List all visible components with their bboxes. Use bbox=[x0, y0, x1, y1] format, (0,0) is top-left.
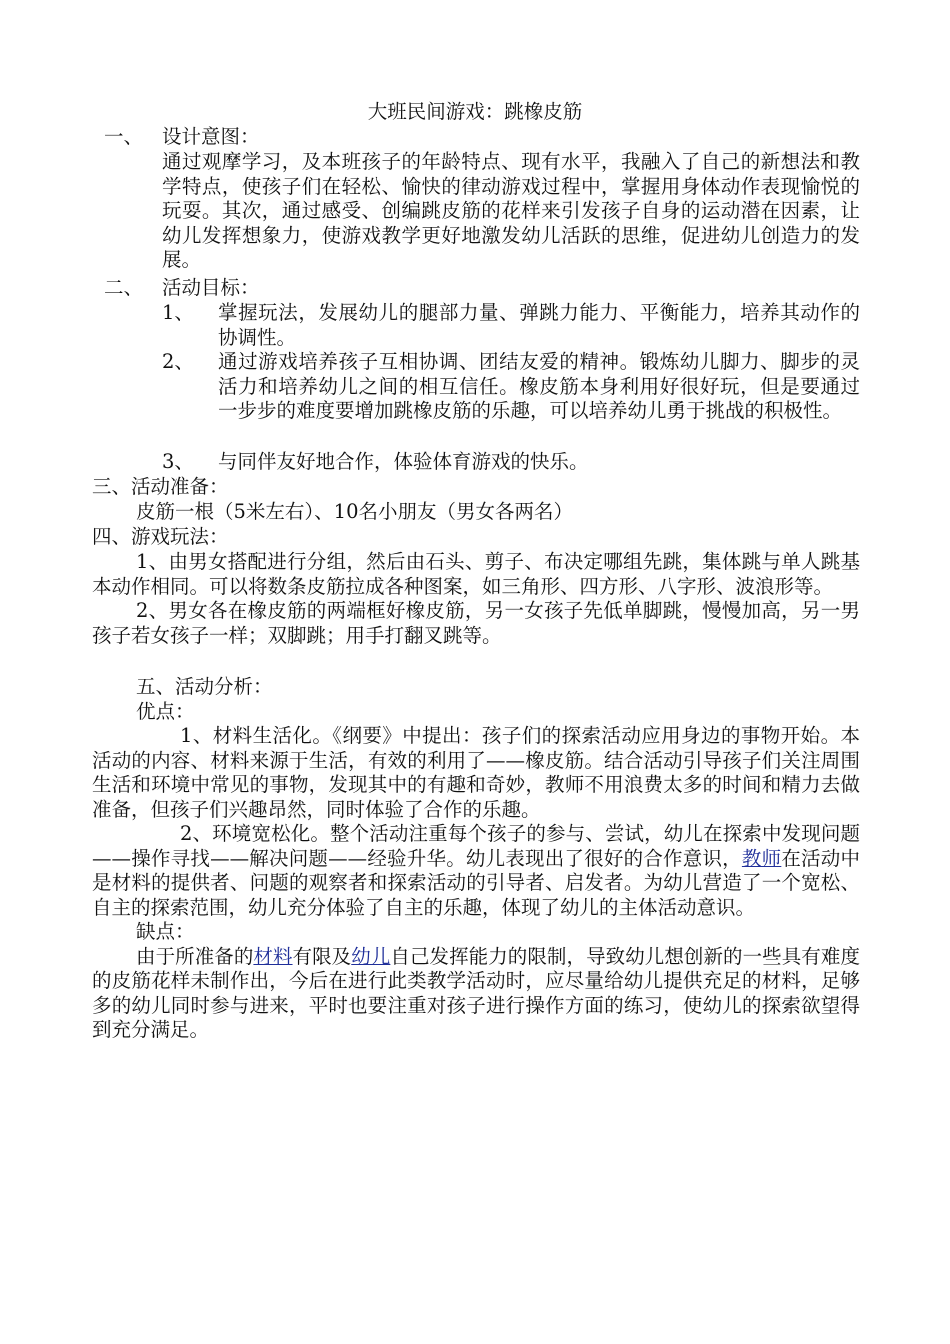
section-1-number: 一、 bbox=[104, 125, 144, 148]
goal-1-number: 1、 bbox=[162, 301, 194, 324]
section-1-heading: 设计意图： bbox=[162, 125, 260, 148]
pros-paragraph-2-start: 2、环境宽松化。整个活动注重每个孩子的参与、尝试，幼儿在探索中发现问题——操作寻找——解决问题——经验升华。幼儿表现出了很好的合作意识， bbox=[92, 822, 860, 870]
goal-2-text: 通过游戏培养孩子互相协调、团结友爱的精神。锻炼幼儿脚力、脚步的灵活力和培养幼儿之间的相互信任。橡皮筋本身利用好很好玩，但是要通过一步步的难度要增加跳橡皮筋的乐趣，可以培养幼儿勇于挑战的积极性。 bbox=[218, 350, 860, 422]
section-2-number: 二、 bbox=[104, 276, 144, 299]
section-3-body: 皮筋一根（5米左右）、10名小朋友（男女各两名） bbox=[136, 500, 573, 523]
pros-paragraph-2 bbox=[92, 822, 860, 920]
materials-link[interactable]: 材料 bbox=[253, 944, 293, 968]
pros-paragraph-1: 1、材料生活化。《纲要》中提出：孩子们的探索活动应用身边的事物开始。本活动的内容、材料来源于生活，有效的利用了——橡皮筋。结合活动引导孩子们关注周围生活和环境中常见的事物，发现其中的有趣和奇妙，教师不用浪费太多的时间和精力去做准备，但孩子们兴趣昂然，同时体验了合作的乐趣。 bbox=[92, 724, 860, 821]
section-4-heading: 四、游戏玩法： bbox=[92, 525, 229, 548]
section-2-heading: 活动目标： bbox=[162, 276, 260, 299]
section-4-block bbox=[92, 550, 860, 648]
goal-3-text: 与同伴友好地合作，体验体育游戏的快乐。 bbox=[218, 450, 589, 473]
rule-paragraph-2: 2、男女各在橡皮筋的两端框好橡皮筋，另一女孩子先低单脚跳，慢慢加高，另一男孩子若女孩子一样；双脚跳；用手打翻叉跳等。 bbox=[92, 599, 860, 647]
goal-1-text: 掌握玩法，发展幼儿的腿部力量、弹跳力能力、平衡能力，培养其动作的协调性。 bbox=[218, 301, 860, 349]
section-5-block bbox=[92, 724, 860, 1043]
cons-text-a: 由于所准备的 bbox=[136, 944, 254, 968]
cons-text-b: 有限及 bbox=[292, 944, 352, 968]
pros-label: 优点： bbox=[136, 700, 195, 723]
section-5-heading: 五、活动分析： bbox=[136, 675, 273, 698]
cons-label: 缺点： bbox=[136, 920, 195, 943]
children-link[interactable]: 幼儿 bbox=[351, 944, 391, 968]
pros-paragraph-2-end: 在活动中是材料的提供者、问题的观察者和探索活动的引导者、启发者。为幼儿营造了一个宽松、自主的探索范围，幼儿充分体验了自主的乐趣，体现了幼儿的主体活动意识。 bbox=[92, 846, 860, 919]
cons-text-c: 自己发挥能力的限制，导致幼儿想创新的一些具有难度的皮筋花样未制作出，今后在进行此类教学活动时，应尽量给幼儿提供充足的材料，足够多的幼儿同时参与进来，平时也要注重对孩子进行操作方面的练习，使幼儿的探索欲望得到充分满足。 bbox=[92, 944, 860, 1041]
goal-3-number: 3、 bbox=[162, 450, 194, 473]
goal-2-number: 2、 bbox=[162, 350, 194, 373]
section-1-body: 通过观摩学习，及本班孩子的年龄特点、现有水平，我融入了自己的新想法和教学特点，使孩子们在轻松、愉快的律动游戏过程中，掌握用身体动作表现愉悦的玩耍。其次，通过感受、创编跳皮筋的花样来引发孩子自身的运动潜在因素，让幼儿发挥想象力，使游戏教学更好地激发幼儿活跃的思维，促进幼儿创造力的发展。 bbox=[162, 150, 860, 271]
rule-paragraph-1: 1、由男女搭配进行分组，然后由石头、剪子、布决定哪组先跳，集体跳与单人跳基本动作相同。可以将数条皮筋拉成各种图案，如三角形、四方形、八字形、波浪形等。 bbox=[92, 550, 860, 598]
cons-paragraph bbox=[92, 945, 860, 1043]
section-3-heading: 三、活动准备： bbox=[92, 475, 229, 498]
teacher-link[interactable]: 教师 bbox=[741, 846, 782, 870]
document-title: 大班民间游戏：跳橡皮筋 bbox=[367, 100, 583, 123]
